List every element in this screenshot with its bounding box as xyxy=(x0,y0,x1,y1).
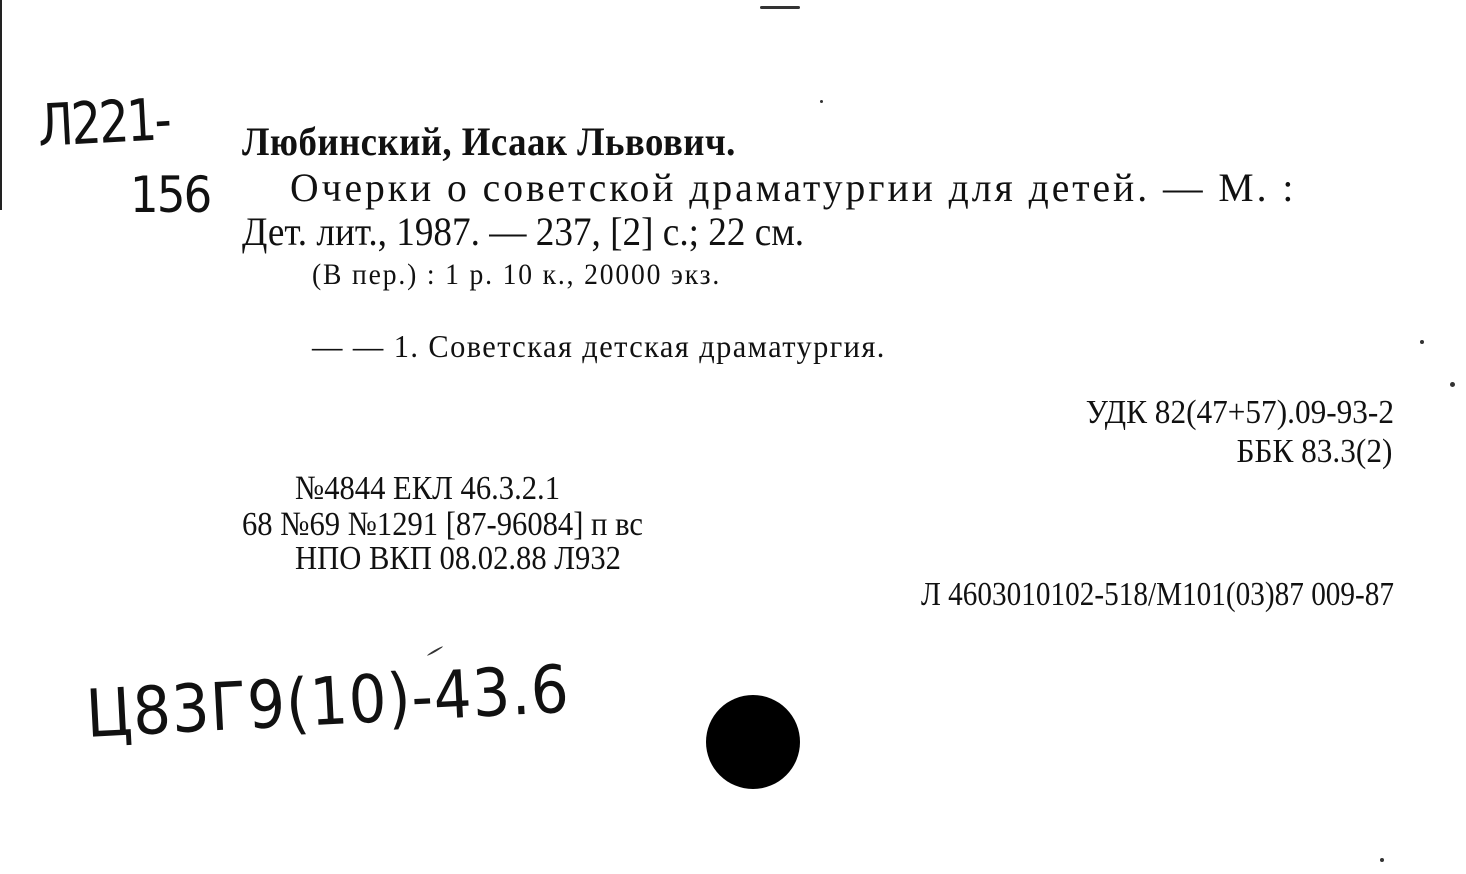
binding-price-copies: (В пер.) : 1 р. 10 к., 20000 экз. xyxy=(312,258,722,291)
card-edge-line xyxy=(0,0,2,210)
title-line-1: Очерки о советской драматургии для детей. — М. : xyxy=(290,165,1297,210)
scan-speck xyxy=(1420,340,1424,344)
scan-speck xyxy=(1450,382,1455,387)
bbk-classification: ББК 83.3(2) xyxy=(1236,433,1392,470)
handwritten-call-number-suffix: 156 xyxy=(130,166,211,224)
subject-heading: — — 1. Советская детская драматургия. xyxy=(312,328,886,364)
scan-speck xyxy=(1380,858,1384,862)
publication-index: Л 4603010102-518/М101(03)87 009-87 xyxy=(920,576,1394,613)
record-line-2: 68 №69 №1291 [87-96084] п вс xyxy=(242,506,643,543)
handwritten-shelfmark: Ц83Г9(10)-43.6 xyxy=(84,650,572,753)
title-line-2: Дет. лит., 1987. — 237, [2] с.; 22 см. xyxy=(242,209,805,254)
scan-speck xyxy=(760,6,800,9)
record-line-1: №4844 ЕКЛ 46.3.2.1 xyxy=(295,470,561,507)
scan-speck xyxy=(820,100,823,103)
udk-classification: УДК 82(47+57).09-93-2 xyxy=(1085,394,1394,431)
scan-speck xyxy=(427,646,444,657)
handwritten-call-number: Л221- xyxy=(36,85,171,160)
punch-hole xyxy=(706,695,800,789)
author-heading: Любинский, Исаак Львович. xyxy=(242,119,736,164)
record-line-3: НПО ВКП 08.02.88 Л932 xyxy=(295,540,621,577)
